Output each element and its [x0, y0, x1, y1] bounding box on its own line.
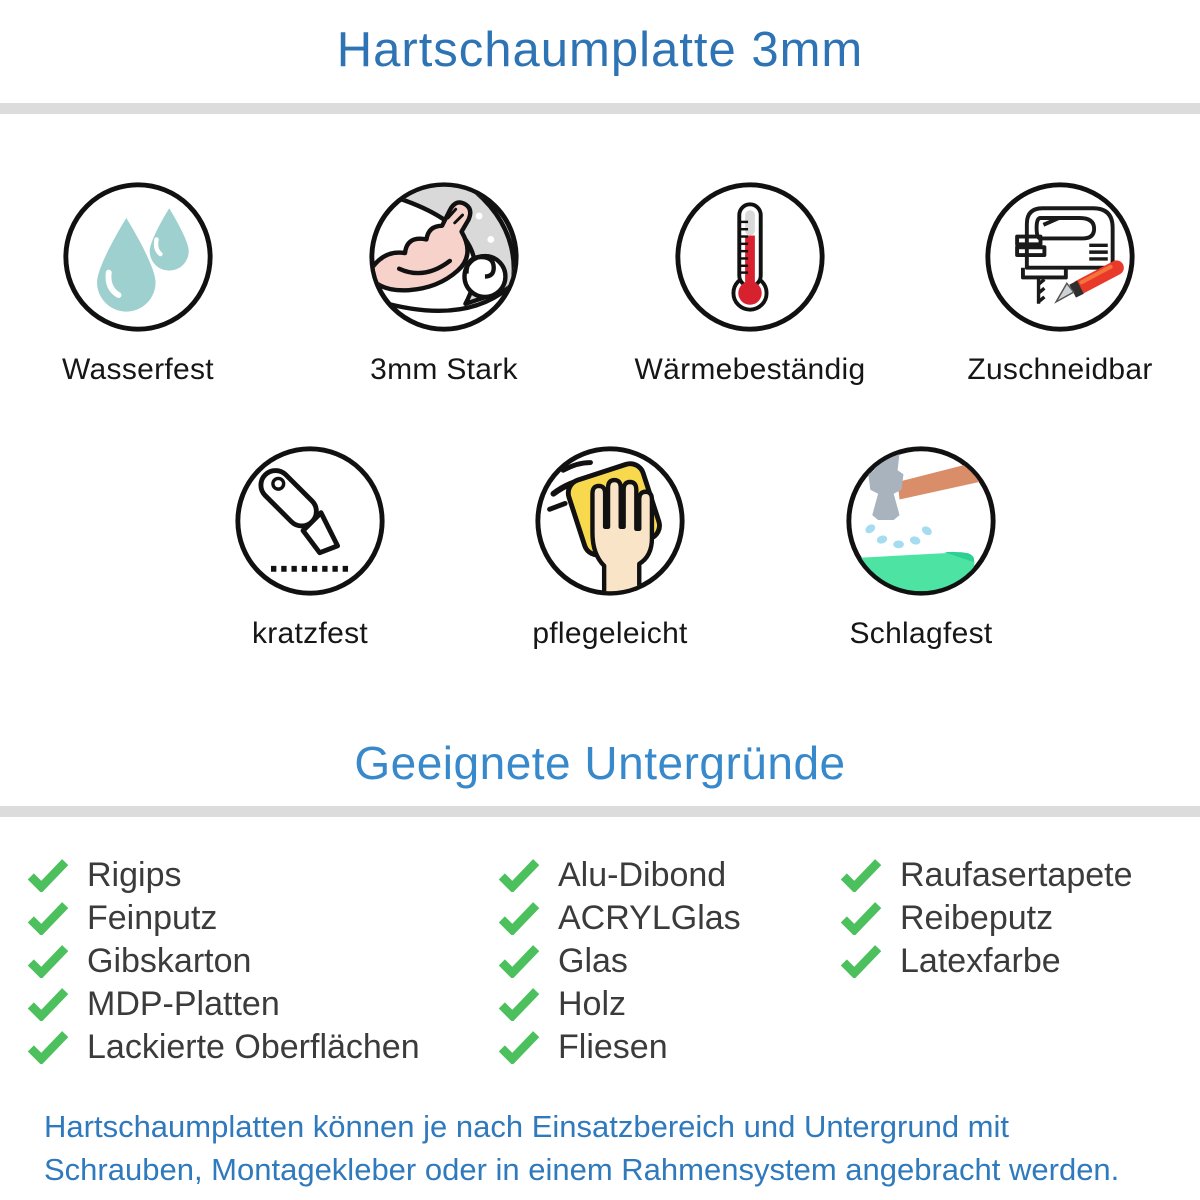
- substrate-label: MDP-Platten: [87, 985, 280, 1023]
- substrate-label: Rigips: [87, 856, 182, 894]
- list-item: [840, 940, 1133, 983]
- cleaning-hand-icon: [532, 443, 688, 599]
- substrate-label: Lackierte Oberflächen: [87, 1028, 420, 1066]
- list-item: [840, 854, 1133, 897]
- feature-label: Wasserfest: [62, 353, 214, 386]
- feature-label: Schlagfest: [849, 617, 993, 650]
- list-item: [498, 940, 741, 983]
- feature-label: kratzfest: [251, 617, 369, 650]
- substrate-label: ACRYLGlas: [558, 899, 741, 937]
- feature-zuschneidbar: [930, 179, 1190, 387]
- substrate-label: Raufasertapete: [900, 856, 1133, 894]
- list-item: [27, 940, 420, 983]
- feature-3mm-stark: [314, 179, 574, 387]
- check-icon: [498, 988, 540, 1021]
- thermometer-icon: [672, 179, 828, 335]
- substrate-label: Glas: [558, 942, 628, 980]
- divider-middle: [0, 806, 1200, 817]
- substrates-column-3: [840, 854, 1133, 983]
- feature-label: Wärmebeständig: [634, 353, 866, 386]
- hammer-icon: [843, 443, 999, 599]
- check-icon: [27, 902, 69, 935]
- substrate-label: Fliesen: [558, 1028, 668, 1066]
- mounting-note-line2: Schrauben, Montagekleber oder in einem Rahmensystem angebracht werden.: [44, 1152, 1120, 1187]
- substrate-label: Gibskarton: [87, 942, 252, 980]
- jigsaw-cutter-icon: [982, 179, 1138, 335]
- list-item: [27, 854, 420, 897]
- feature-label: Zuschneidbar: [967, 353, 1153, 386]
- mounting-note: [44, 1105, 1184, 1191]
- feature-wasserfest: [8, 179, 268, 387]
- list-item: [498, 897, 741, 940]
- divider-top: [0, 103, 1200, 114]
- check-icon: [498, 945, 540, 978]
- feature-pflegeleicht: [480, 443, 740, 651]
- list-item: [27, 1026, 420, 1069]
- substrate-label: Holz: [558, 985, 627, 1023]
- substrate-label: Reibeputz: [900, 899, 1054, 937]
- muscle-arm-icon: [366, 179, 522, 335]
- check-icon: [27, 859, 69, 892]
- utility-knife-icon: [232, 443, 388, 599]
- water-drops-icon: [60, 179, 216, 335]
- list-item: [498, 983, 741, 1026]
- check-icon: [27, 1031, 69, 1064]
- mounting-note-line1: Hartschaumplatten können je nach Einsatzbereich und Untergrund mit: [44, 1109, 1009, 1144]
- feature-label: pflegeleicht: [532, 617, 688, 650]
- list-item: [498, 854, 741, 897]
- substrate-label: Feinputz: [87, 899, 218, 937]
- check-icon: [498, 902, 540, 935]
- check-icon: [840, 859, 882, 892]
- list-item: [27, 897, 420, 940]
- feature-label: 3mm Stark: [370, 353, 518, 386]
- feature-schlagfest: [791, 443, 1051, 651]
- section-title: Geeignete Untergründe: [354, 737, 846, 789]
- substrates-column-1: [27, 854, 420, 1069]
- substrate-label: Alu-Dibond: [558, 856, 727, 894]
- feature-kratzfest: [180, 443, 440, 651]
- substrate-label: Latexfarbe: [900, 942, 1061, 980]
- page-title: Hartschaumplatte 3mm: [336, 23, 864, 77]
- substrates-column-2: [498, 854, 741, 1069]
- check-icon: [840, 902, 882, 935]
- list-item: [27, 983, 420, 1026]
- check-icon: [840, 945, 882, 978]
- check-icon: [498, 1031, 540, 1064]
- check-icon: [498, 859, 540, 892]
- check-icon: [27, 988, 69, 1021]
- list-item: [498, 1026, 741, 1069]
- check-icon: [27, 945, 69, 978]
- feature-waermebestaendig: [620, 179, 880, 387]
- list-item: [840, 897, 1133, 940]
